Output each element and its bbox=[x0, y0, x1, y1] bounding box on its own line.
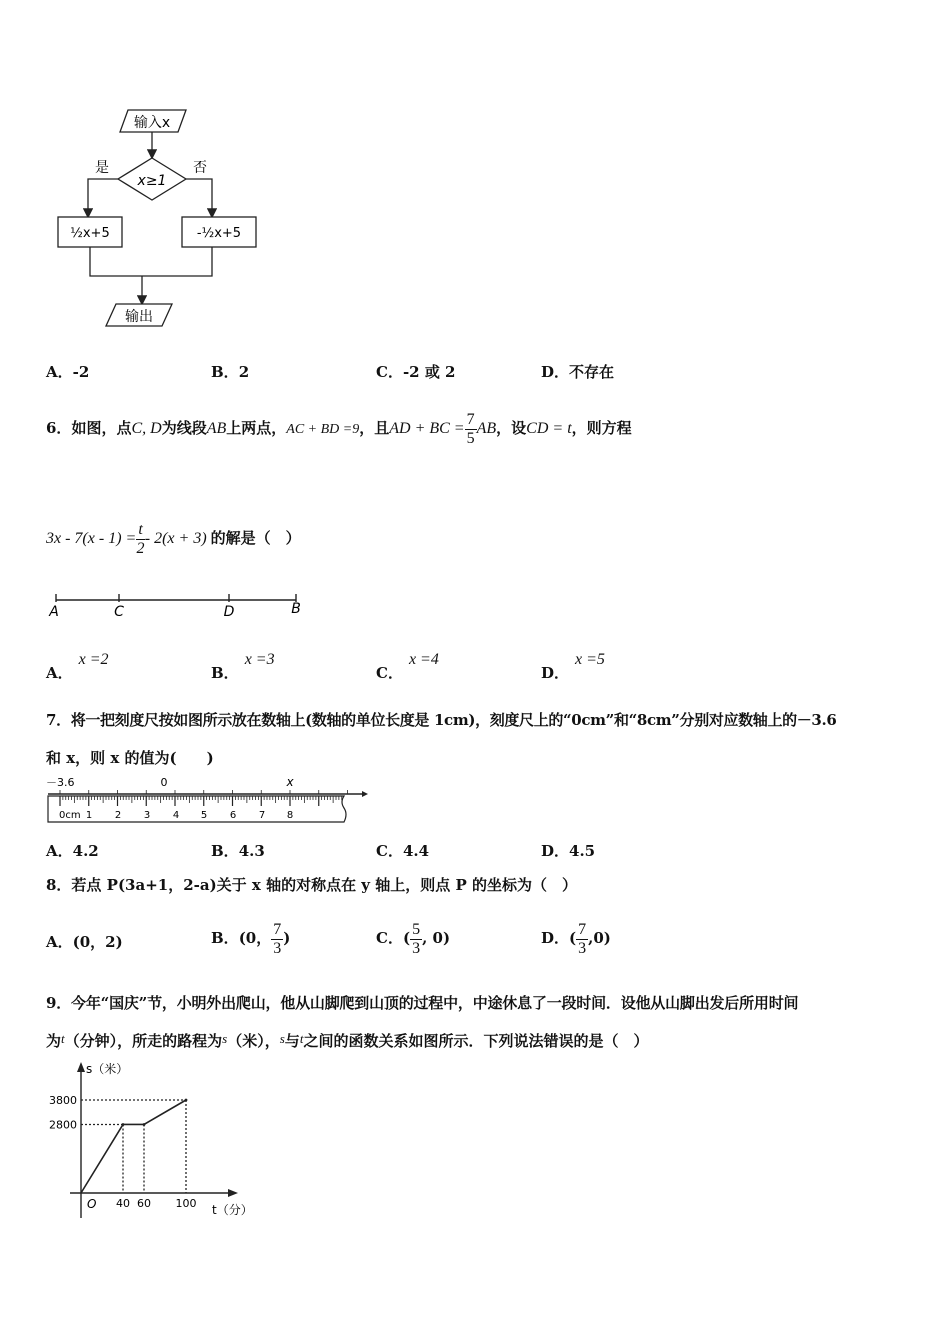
y-tick-label: 3800 bbox=[49, 1094, 77, 1107]
q7-stem-line1: 7．将一把刻度尺按如图所示放在数轴上(数轴的单位长度是 1cm)，刻度尺上的“0cm”和“8cm”分别对应数轴上的－3.6 bbox=[46, 711, 837, 729]
ruler-label-5: 5 bbox=[200, 810, 208, 821]
q5-option-b: B．2 bbox=[211, 363, 250, 381]
ruler-label-2: 2 bbox=[114, 810, 122, 821]
y-axis-label: s（米） bbox=[86, 1062, 129, 1076]
output-label: 输出 bbox=[125, 309, 153, 325]
q6-option-d: D．x =5 bbox=[541, 651, 605, 682]
q6-stem: 6．如图，点C, D为线段AB上两点，AC + BD =9，且AD + BC = $\frac{7}{5}$ AB，设CD = t，则方程 bbox=[46, 410, 632, 447]
distance-time-chart bbox=[40, 1058, 270, 1226]
q8-stem: 8．若点 P(3a+1，2-a)关于 x 轴的对称点在 y 轴上，则点 P 的坐标为（ ） bbox=[46, 876, 577, 894]
input-label: 输入x bbox=[133, 115, 171, 131]
chart-x-ticks bbox=[116, 1197, 197, 1210]
x-tick-label: 40 bbox=[116, 1197, 130, 1210]
q5-option-c: C．-2 或 2 bbox=[376, 363, 456, 381]
x-tick-label: 100 bbox=[175, 1197, 197, 1210]
no-label: 否 bbox=[193, 160, 207, 176]
axis-label-zero: 0 bbox=[160, 776, 168, 789]
ruler-label-4: 4 bbox=[172, 810, 180, 821]
q6-option-a: A．x =2 bbox=[46, 651, 109, 682]
q5-option-d: D．不存在 bbox=[541, 363, 615, 381]
right-box-label: -½x+5 bbox=[196, 226, 242, 241]
q9-stem-line2: 为t（分钟），所走的路程为s（米），s与t之间的函数关系如图所示．下列说法错误的是（ ） bbox=[46, 1031, 649, 1050]
ruler-label-6: 6 bbox=[229, 810, 237, 821]
series-line bbox=[81, 1100, 186, 1193]
segment-figure bbox=[44, 588, 314, 624]
ruler-label-7: 7 bbox=[258, 810, 266, 821]
x-tick-label: 60 bbox=[137, 1197, 151, 1210]
q7-option-d: D．4.5 bbox=[541, 842, 596, 860]
point-a-label: A bbox=[49, 604, 59, 620]
ruler-label-0: 0cm bbox=[59, 810, 81, 821]
origin-label: O bbox=[87, 1197, 97, 1211]
q6-option-c: C．x =4 bbox=[376, 651, 439, 682]
q8-option-a: A．(0，2) bbox=[46, 933, 123, 951]
left-box-label: ½x+5 bbox=[70, 226, 110, 241]
q8-option-c: C．( $\frac{5}{3}$ , 0) bbox=[376, 920, 451, 957]
y-tick-label: 2800 bbox=[49, 1118, 77, 1132]
flowchart bbox=[50, 100, 280, 340]
q7-option-b: B．4.3 bbox=[211, 842, 265, 860]
q6-equation-line: 3x - 7(x - 1) = $\frac{t}{2}$ - 2(x + 3) 的解是（ ） bbox=[46, 520, 301, 557]
q7-option-a: A．4.2 bbox=[46, 842, 99, 860]
axis-label-neg36: －3.6 bbox=[46, 776, 75, 789]
chart-guides bbox=[81, 1100, 186, 1193]
q9-stem-line1: 9．今年“国庆”节，小明外出爬山，他从山脚爬到山顶的过程中，中途休息了一段时间．设他从山脚出发后所用时间 bbox=[46, 994, 799, 1012]
data-point bbox=[185, 1099, 188, 1102]
ruler-label-3: 3 bbox=[143, 810, 151, 821]
yes-label: 是 bbox=[95, 160, 109, 176]
q5-option-a: A．-2 bbox=[46, 363, 90, 381]
ruler-label-8: 8 bbox=[286, 810, 294, 821]
condition-label: x≥1 bbox=[137, 173, 167, 189]
data-point bbox=[143, 1123, 146, 1126]
q7-option-c: C．4.4 bbox=[376, 842, 430, 860]
q7-stem-line2: 和 x，则 x 的值为( ) bbox=[46, 749, 214, 767]
axis-label-x: x bbox=[286, 775, 294, 789]
point-d-label: D bbox=[223, 604, 235, 620]
data-point bbox=[122, 1123, 125, 1126]
point-b-label: B bbox=[291, 601, 301, 617]
ruler-figure bbox=[44, 772, 374, 832]
q8-option-d: D．( $\frac{7}{3}$ ,0) bbox=[541, 920, 611, 957]
chart-y-ticks bbox=[49, 1094, 77, 1131]
q8-option-b: B．(0， $\frac{7}{3}$ ) bbox=[211, 920, 291, 957]
chart-points bbox=[122, 1099, 188, 1126]
q6-option-b: B．x =3 bbox=[211, 651, 275, 682]
x-axis-label: t（分） bbox=[212, 1203, 253, 1217]
ruler-label-1: 1 bbox=[85, 810, 93, 821]
point-c-label: C bbox=[114, 604, 124, 620]
